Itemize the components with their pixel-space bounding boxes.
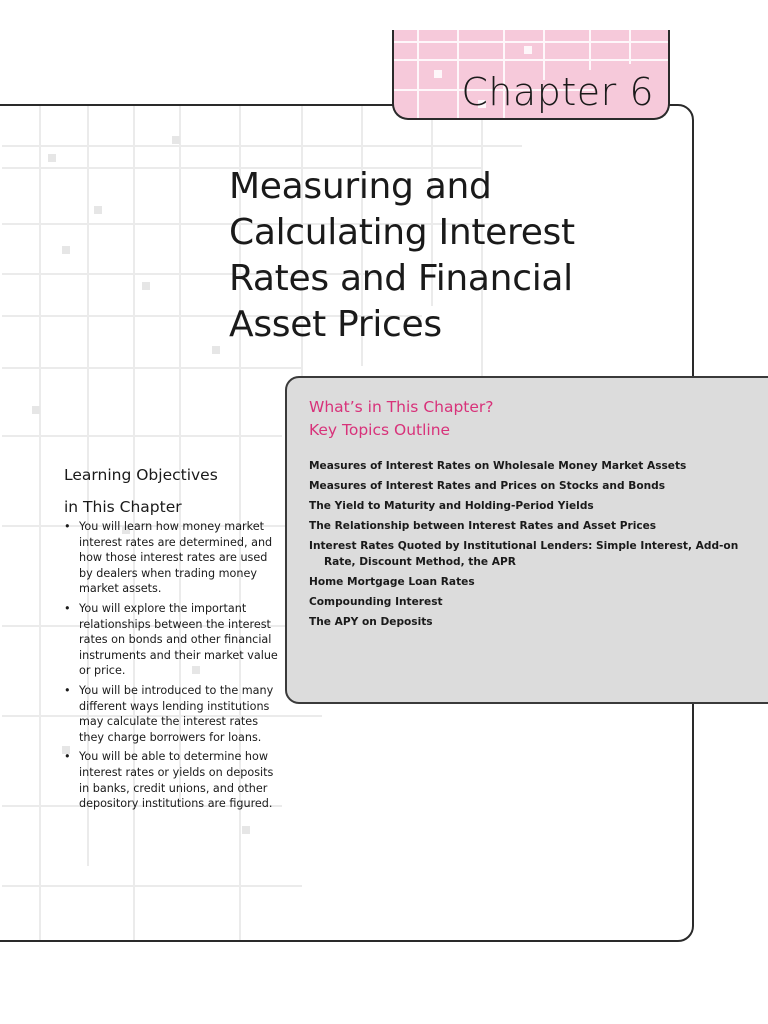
chapter-number-label: Chapter 6 bbox=[461, 70, 654, 114]
topic-item: The Relationship between Interest Rates and Asset Prices bbox=[309, 520, 657, 532]
learning-objectives-heading bbox=[64, 459, 284, 523]
bullet-icon: • bbox=[64, 601, 71, 615]
chapter-tab bbox=[392, 30, 670, 120]
learning-objectives-list bbox=[64, 519, 282, 816]
objective-item bbox=[64, 749, 282, 811]
bullet-icon: • bbox=[64, 750, 71, 764]
key-topics-box bbox=[285, 376, 768, 704]
objective-text: You will learn how money market interest rates are determined, and how those interest rates are used by dealers when trading money market assets. bbox=[79, 520, 273, 596]
bullet-icon: • bbox=[64, 683, 71, 697]
topic-item: Measures of Interest Rates and Prices on Stocks and Bonds bbox=[309, 480, 666, 492]
key-topics-heading-line: Key Topics Outline bbox=[309, 421, 451, 439]
topic-item: Measures of Interest Rates on Wholesale Money Market Assets bbox=[309, 460, 687, 472]
objective-item bbox=[64, 683, 282, 745]
key-topics-list bbox=[309, 458, 749, 634]
title-line: Rates and Financial bbox=[229, 258, 573, 299]
objectives-heading-line: Learning Objectives bbox=[64, 466, 218, 484]
title-line: Asset Prices bbox=[229, 304, 442, 345]
topic-item: The APY on Deposits bbox=[309, 616, 433, 628]
topic-item: Home Mortgage Loan Rates bbox=[309, 576, 475, 588]
objective-text: You will be introduced to the many different ways lending institutions may calculate the interest rates they charge borrowers for loans. bbox=[79, 683, 274, 744]
objectives-heading-line: in This Chapter bbox=[64, 498, 182, 516]
key-topics-heading-line: What’s in This Chapter? bbox=[309, 398, 494, 416]
topic-item: Interest Rates Quoted by Institutional Lenders: Simple Interest, Add-on Rate, Discount Method, the APR bbox=[309, 540, 739, 568]
chapter-title bbox=[229, 164, 669, 348]
bullet-icon: • bbox=[64, 520, 71, 533]
topic-item: The Yield to Maturity and Holding-Period Yields bbox=[309, 500, 594, 512]
objective-item bbox=[64, 601, 282, 679]
title-line: Calculating Interest bbox=[229, 212, 575, 253]
objective-item bbox=[64, 519, 282, 597]
topic-item: Compounding Interest bbox=[309, 596, 443, 608]
title-line: Measuring and bbox=[229, 166, 492, 207]
objective-text: You will explore the important relationships between the interest rates on bonds and other financial instruments and their market value or price. bbox=[79, 601, 278, 678]
key-topics-heading bbox=[309, 396, 729, 442]
objective-text: You will be able to determine how interest rates or yields on deposits in banks, credit unions, and other depository institutions are figured. bbox=[79, 750, 274, 811]
